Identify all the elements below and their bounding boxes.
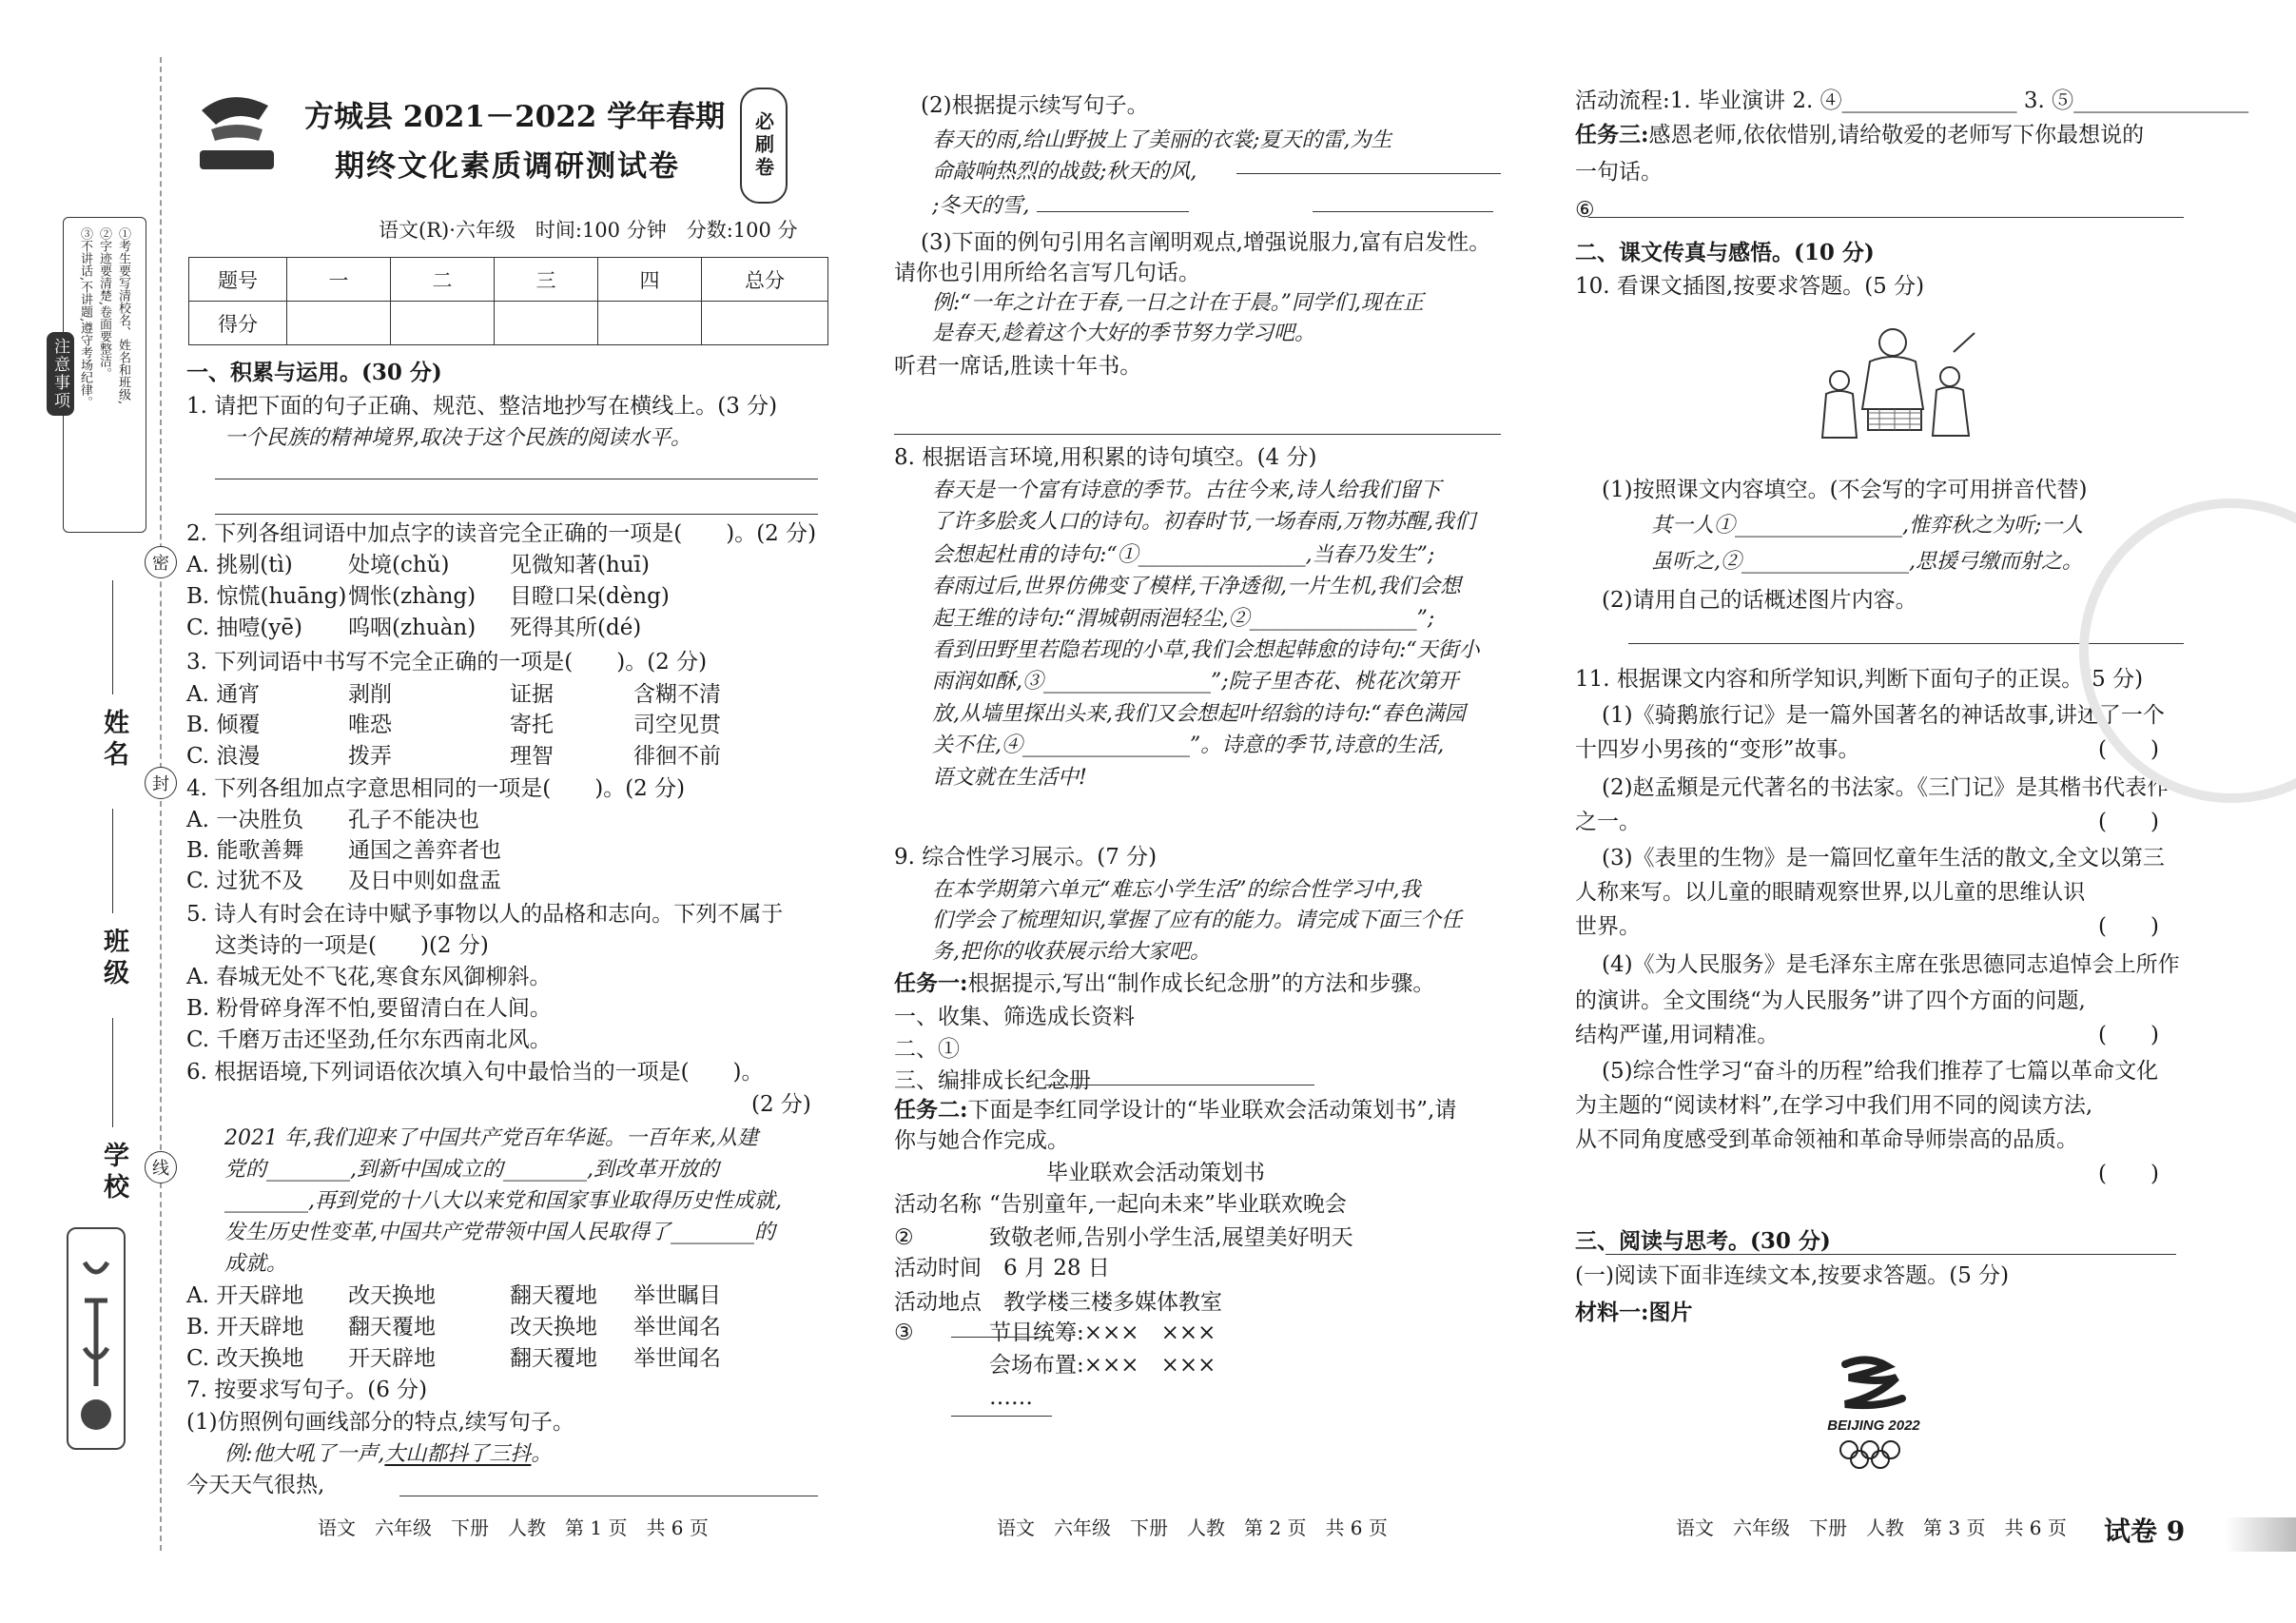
col2-text-21: 9. 综合性学习展示。(7 分) xyxy=(894,845,1158,870)
col1-text-29: B. 开天辟地 xyxy=(186,1315,304,1339)
col3-line-24 xyxy=(1575,1129,2078,1151)
col2-text-15: 起王维的诗句:“渭城朝雨浥轻尘,②________________”; xyxy=(932,607,1435,631)
blank-line-plan-2[interactable] xyxy=(951,1337,1052,1338)
col3-text-21: 结构严谨,用词精准。 xyxy=(1575,1023,1780,1047)
col1-line-26 xyxy=(224,1222,775,1243)
score-table xyxy=(188,257,828,345)
exam-title-line2: 期终文化素质调研测试卷 xyxy=(335,149,680,184)
col3-tail-2: 感恩老师,依依惜别,请给敬爱的老师写下你最想说的 xyxy=(1648,123,2145,147)
col1-line-14 xyxy=(186,838,501,863)
note-2: ②字迹要清楚,卷面要整洁。 xyxy=(97,227,111,381)
col1-line-3 xyxy=(224,428,691,449)
col2-text-36: ③ xyxy=(894,1320,914,1345)
field-school-label: 学校 xyxy=(99,1142,128,1204)
col3-line-19 xyxy=(1602,954,2180,976)
col1-line-22 xyxy=(751,1094,811,1116)
col1-line-20 xyxy=(186,1029,552,1051)
col2-text-10: 8. 根据语言环境,用积累的诗句填空。(4 分) xyxy=(894,445,1317,470)
col1-c2-5: 处境(chǔ) xyxy=(348,553,450,577)
col1-text-17: 这类诗的一项是( )(2 分) xyxy=(215,933,489,958)
col1-text-5: A. 挑剔(tì) xyxy=(186,553,293,577)
paper-number: 试卷 9 xyxy=(2104,1515,2186,1547)
col2-text-3: 命敲响热烈的战鼓;秋天的风, xyxy=(932,160,1197,184)
seal-mi: 密 xyxy=(145,546,177,578)
col2-line-23 xyxy=(932,910,1462,931)
col1-c2-30: 开天辟地 xyxy=(348,1346,436,1371)
col3-text-5: 二、课文传真与感悟。(10 分) xyxy=(1575,240,1875,265)
col2-text-8: 是春天,趁着这个大好的季节努力学习吧。 xyxy=(932,322,1315,345)
score-head-1: 一 xyxy=(287,258,391,302)
col3-line-21 xyxy=(1575,1023,2159,1047)
col2-line-32 xyxy=(894,1192,1347,1217)
notes-title: 注意事项 xyxy=(47,332,74,416)
col3-line-18 xyxy=(1575,914,2159,939)
col2-line-22 xyxy=(932,880,1421,901)
col1-line-32 xyxy=(186,1412,574,1434)
col2-text-20: 语文就在生活中! xyxy=(932,766,1087,790)
col2-line-24 xyxy=(932,942,1211,963)
col3-line-13 xyxy=(1575,737,2159,762)
notes-box xyxy=(50,217,146,533)
col2-line-35 xyxy=(894,1292,1222,1314)
col1-line-8 xyxy=(186,652,707,674)
col3-text-28: 材料一:图片 xyxy=(1575,1300,1693,1325)
score-head-label: 题号 xyxy=(189,258,287,302)
col3-text-23: 为主题的“阅读材料”,在学习中我们用不同的阅读方法, xyxy=(1575,1093,2093,1118)
col2-line-21 xyxy=(894,847,1157,869)
col2-line-14 xyxy=(932,577,1461,597)
col1-text-16: 5. 诗人有时会在诗中赋予事物以人的品格和志向。下列不属于 xyxy=(186,902,784,927)
col2-text-34: 活动时间 6 月 28 日 xyxy=(894,1256,1110,1281)
col3-line-16 xyxy=(1602,848,2165,870)
seal-xian: 线 xyxy=(145,1151,177,1183)
col3-text-4: ⑥ xyxy=(1575,198,1595,223)
col3-line-5 xyxy=(1575,242,1875,264)
col2-tail-25: 根据提示,写出“制作成长纪念册”的方法和步骤。 xyxy=(967,971,1435,996)
col1-text-14: B. 能歌善舞 xyxy=(186,838,304,863)
col2-line-34 xyxy=(894,1258,1110,1280)
col1-c3-5: 见微知著(huī) xyxy=(510,553,650,577)
col1-line-29 xyxy=(186,1315,721,1339)
col3-line-23 xyxy=(1575,1095,2092,1117)
col3-line-1 xyxy=(1575,90,2248,112)
textbook-illustration xyxy=(1811,314,1978,447)
col2-c2-32: “告别童年,一起向未来”毕业联欢晚会 xyxy=(989,1192,1347,1217)
col2-line-28 xyxy=(894,1070,1091,1092)
col2-line-18 xyxy=(932,704,1466,725)
col1-text-11: C. 浪漫 xyxy=(186,744,261,769)
answer-line-q7-3[interactable] xyxy=(894,434,1501,435)
col1-line-7 xyxy=(186,616,642,640)
col2-line-19 xyxy=(932,735,1444,756)
col2-text-14: 春雨过后,世界仿佛变了模样,干净透彻,一片生机,我们会想 xyxy=(932,575,1461,598)
col1-text-25: ________,再到党的十八大以来党和国家事业取得历史性成就, xyxy=(224,1189,782,1213)
col2-c2-37: 会场布置:××× ××× xyxy=(989,1353,1216,1378)
col3-text-3: 一句话。 xyxy=(1575,160,1663,185)
col3-text-8: 其一人①________________,惟弈秋之为听;一人 xyxy=(1651,514,2084,538)
col2-text-17: 雨润如酥,③________________”;院子里杏花、桃花次第开 xyxy=(932,670,1459,694)
col1-c3-28: 翻天覆地 xyxy=(510,1283,597,1308)
badge-bikan: 必刷卷 xyxy=(740,88,788,204)
col2-line-9 xyxy=(894,356,1141,378)
col2-line-29 xyxy=(894,1099,1456,1122)
col2-line-6 xyxy=(894,263,1200,284)
col1-text-34: 今天天气很热, xyxy=(186,1473,325,1497)
col2-line-7 xyxy=(932,293,1424,314)
col1-text-33: 例:他大吼了一声, xyxy=(224,1442,385,1466)
col1-line-18 xyxy=(186,967,552,988)
col2-line-17 xyxy=(932,672,1459,693)
col3-line-7 xyxy=(1602,479,2088,501)
col1-line-9 xyxy=(186,682,721,707)
col1-line-33 xyxy=(224,1444,552,1465)
col1-text-19: B. 粉骨碎身浑不怕,要留清白在人间。 xyxy=(186,996,552,1021)
col1-text-4: 2. 下列各组词语中加点字的读音完全正确的一项是( )。(2 分) xyxy=(186,521,817,546)
col1-c4-28: 举世瞩目 xyxy=(633,1283,721,1308)
footer-page-2: 语文 六年级 下册 人教 第 2 页 共 6 页 xyxy=(997,1516,1388,1539)
col1-text-27: 成就。 xyxy=(224,1252,288,1276)
field-school-line[interactable] xyxy=(112,1018,113,1127)
score-cell-total[interactable] xyxy=(702,302,828,345)
brand-logo xyxy=(192,82,282,177)
col1-line-25 xyxy=(224,1191,782,1212)
col1-c3-6: 目瞪口呆(dèng) xyxy=(510,584,670,609)
col1-c2-10: 唯恐 xyxy=(348,713,392,737)
score-cell-2[interactable] xyxy=(391,302,495,345)
col2-text-32: 活动名称 xyxy=(894,1192,982,1217)
field-name-line[interactable] xyxy=(112,580,113,694)
col1-line-28 xyxy=(186,1283,721,1308)
col1-underlined-33: 大山都抖了三抖 xyxy=(384,1442,532,1466)
col1-line-10 xyxy=(186,713,721,737)
col1-line-5 xyxy=(186,553,650,577)
col3-line-20 xyxy=(1575,990,2086,1012)
col2-text-25: 任务一: xyxy=(894,970,968,996)
col1-line-19 xyxy=(186,998,552,1020)
col2-text-6: 请你也引用所给名言写几句话。 xyxy=(894,261,1200,285)
col1-c2-11: 拨弄 xyxy=(348,744,392,769)
col2-text-27: 二、① xyxy=(894,1037,960,1062)
col2-c2-33: 致敬老师,告别小学生活,展望美好明天 xyxy=(989,1225,1353,1250)
col2-text-16: 看到田野里若隐若现的小草,我们会想起韩愈的诗句:“天街小 xyxy=(932,638,1480,662)
score-cell-3[interactable] xyxy=(495,302,598,345)
col1-line-15 xyxy=(186,869,501,893)
col1-c4-9: 含糊不清 xyxy=(633,682,721,707)
col3-text-6: 10. 看课文插图,按要求答题。(5 分) xyxy=(1575,274,1925,299)
col1-line-21 xyxy=(186,1062,764,1084)
seal-feng: 封 xyxy=(145,767,177,799)
col2-text-18: 放,从墙里探出头来,我们又会想起叶绍翁的诗句:“春色满园 xyxy=(932,702,1466,726)
col3-line-10 xyxy=(1602,590,1917,612)
col3-line-15 xyxy=(1575,810,2159,834)
answer-line-task3[interactable] xyxy=(1588,217,2184,218)
col1-line-31 xyxy=(186,1379,427,1401)
answer-line-q7-2a[interactable] xyxy=(1236,173,1501,174)
col2-line-5 xyxy=(921,232,1490,254)
score-head-4: 四 xyxy=(598,258,702,302)
col1-text-15: C. 过犹不及 xyxy=(186,869,304,893)
col3-text-9: 虽听之,②________________,思援弓缴而射之。 xyxy=(1651,550,2083,574)
col2-line-15 xyxy=(932,609,1434,630)
col2-line-4 xyxy=(932,196,1029,217)
col1-c2-6: 惆怅(zhàng) xyxy=(348,584,477,609)
col3-text-27: (一)阅读下面非连续文本,按要求答题。(5 分) xyxy=(1575,1263,2010,1288)
col1-line-34 xyxy=(186,1475,324,1496)
col2-text-30: 你与她合作完成。 xyxy=(894,1128,1069,1153)
true-false-answer-box[interactable]: ( ) xyxy=(2098,1162,2159,1186)
answer-line-q7-2c[interactable] xyxy=(1313,211,1493,212)
col1-text-28: A. 开天辟地 xyxy=(186,1283,304,1308)
col3-text-19: (4)《为人民服务》是毛泽东主席在张思德同志追悼会上所作 xyxy=(1602,952,2180,977)
col1-c3-7: 死得其所(dé) xyxy=(510,616,642,640)
score-cell-1[interactable] xyxy=(287,302,391,345)
col1-c3-11: 理智 xyxy=(510,744,554,769)
col2-c2-36: 节目统筹:××× ××× xyxy=(989,1320,1216,1345)
col2-text-26: 一、收集、筛选成长资料 xyxy=(894,1005,1135,1029)
col3-line-8 xyxy=(1651,516,2083,537)
col2-line-10 xyxy=(894,447,1316,469)
col1-c2-28: 改天换地 xyxy=(348,1283,436,1308)
col2-line-2 xyxy=(932,130,1391,151)
col3-text-16: (3)《表里的生物》是一篇回忆童年生活的散文,全文以第三 xyxy=(1602,846,2165,870)
col3-text-11: 11. 根据课文内容和所学知识,判断下面句子的正误。(5 分) xyxy=(1575,667,2144,692)
col1-line-27 xyxy=(224,1254,287,1275)
col3-text-15: 之一。 xyxy=(1575,810,1641,834)
col1-c2-7: 呜咽(zhuàn) xyxy=(348,616,477,640)
col2-text-24: 务,把你的收获展示给大家吧。 xyxy=(932,940,1211,964)
col2-text-35: 活动地点 教学楼三楼多媒体教室 xyxy=(894,1290,1222,1315)
col1-text-9: A. 通宵 xyxy=(186,682,261,707)
col1-text-13: A. 一决胜负 xyxy=(186,808,304,832)
col3-line-6 xyxy=(1575,276,1924,298)
col2-line-26 xyxy=(894,1007,1135,1028)
col1-c4-10: 司空见贯 xyxy=(633,713,721,737)
col3-line-22 xyxy=(1602,1061,2158,1083)
col1-text-12: 4. 下列各组加点字意思相同的一项是( )。(2 分) xyxy=(186,776,686,801)
col3-text-24: 从不同角度感受到革命领袖和革命导师崇高的品质。 xyxy=(1575,1127,2078,1152)
col1-text-22: (2 分) xyxy=(751,1092,811,1117)
col2-line-8 xyxy=(932,323,1315,344)
note-1: ①考生要写清校名、姓名和班级, xyxy=(116,227,130,405)
col2-line-27 xyxy=(894,1039,960,1061)
col1-text-31: 7. 按要求写句子。(6 分) xyxy=(186,1378,428,1402)
col1-line-17 xyxy=(215,935,489,957)
col2-line-31 xyxy=(1046,1163,1265,1184)
col1-text-2: 1. 请把下面的句子正确、规范、整洁地抄写在横线上。(3 分) xyxy=(186,394,778,419)
col1-line-1 xyxy=(186,362,442,384)
col2-line-1 xyxy=(921,95,1149,117)
col1-c3-30: 翻天覆地 xyxy=(510,1346,597,1371)
col1-text-26: 发生历史性变革,中国共产党带领中国人民取得了________的 xyxy=(224,1221,775,1244)
answer-line-q1-b[interactable] xyxy=(215,514,818,515)
brand-logo-vertical xyxy=(67,1227,126,1450)
col3-text-7: (1)按照课文内容填空。(不会写的字可用拼音代替) xyxy=(1602,478,2088,502)
col2-text-29: 任务二: xyxy=(894,1097,968,1123)
col2-text-2: 春天的雨,给山野披上了美丽的衣裳;夏天的雷,为生 xyxy=(932,128,1392,152)
col3-line-11 xyxy=(1575,669,2143,691)
col2-line-25 xyxy=(894,972,1434,995)
col1-line-23 xyxy=(224,1128,758,1149)
col3-line-26 xyxy=(1575,1230,1831,1253)
col2-text-5: (3)下面的例句引用名言阐明观点,增强说服力,富有启发性。 xyxy=(921,230,1491,255)
col2-text-11: 春天是一个富有诗意的季节。古往今来,诗人给我们留下 xyxy=(932,479,1441,502)
score-head-3: 三 xyxy=(495,258,598,302)
col1-line-13 xyxy=(186,808,479,832)
col1-text-21: 6. 根据语境,下列词语依次填入句中最恰当的一项是( )。 xyxy=(186,1060,764,1085)
col1-c2-29: 翻天覆地 xyxy=(348,1315,436,1339)
col1-c3-9: 证据 xyxy=(510,682,554,707)
col2-line-13 xyxy=(932,545,1434,566)
col1-text-7: C. 抽噎(yē) xyxy=(186,616,302,640)
col1-line-6 xyxy=(186,584,670,609)
col3-line-2 xyxy=(1575,124,2144,147)
field-class-line[interactable] xyxy=(112,809,113,913)
col1-c4-29: 举世闻名 xyxy=(633,1315,721,1339)
answer-line-q7-2b[interactable] xyxy=(1037,211,1189,212)
col2-line-16 xyxy=(932,640,1480,661)
col1-tail-33: 。 xyxy=(531,1442,553,1466)
col3-line-12 xyxy=(1602,705,2165,727)
col2-line-12 xyxy=(932,512,1475,533)
col1-c3-10: 寄托 xyxy=(510,713,554,737)
col1-text-30: C. 改天换地 xyxy=(186,1346,304,1371)
true-false-answer-box[interactable]: ( ) xyxy=(2098,914,2159,939)
col3-line-17 xyxy=(1575,882,2085,904)
col1-c4-11: 徘徊不前 xyxy=(633,744,721,769)
col3-text-17: 人称来写。以儿童的眼睛观察世界,以儿童的思维认识 xyxy=(1575,880,2086,905)
col3-line-14 xyxy=(1602,777,2169,799)
col1-text-6: B. 惊慌(huāng) xyxy=(186,584,347,609)
col2-text-12: 了许多脍炙人口的诗句。初春时节,一场春雨,万物苏醒,我们 xyxy=(932,510,1475,534)
col1-text-20: C. 千磨万击还坚劲,任尔东西南北风。 xyxy=(186,1027,552,1052)
col2-line-30 xyxy=(894,1130,1069,1152)
col3-text-20: 的演讲。全文围绕“为人民服务”讲了四个方面的问题, xyxy=(1575,988,2086,1013)
col1-text-24: 党的________,到新中国成立的________,到改革开放的 xyxy=(224,1158,719,1182)
col3-text-13: 十四岁小男孩的“变形”故事。 xyxy=(1575,737,1860,762)
col2-text-28: 三、编排成长纪念册 xyxy=(894,1068,1091,1093)
score-cell-4[interactable] xyxy=(598,302,702,345)
col1-line-2 xyxy=(186,396,777,418)
blank-line-plan-3[interactable] xyxy=(951,1416,1052,1417)
col1-text-32: (1)仿照例句画线部分的特点,续写句子。 xyxy=(186,1410,574,1435)
col2-line-33 xyxy=(894,1225,1353,1250)
col3-text-26: 三、阅读与思考。(30 分) xyxy=(1575,1228,1831,1254)
col3-line-9 xyxy=(1651,552,2083,573)
field-class-label: 班级 xyxy=(99,928,128,990)
exam-title-line1: 方城县 2021－2022 学年春期 xyxy=(304,100,726,134)
col3-text-10: (2)请用自己的话概述图片内容。 xyxy=(1602,588,1917,613)
col1-line-4 xyxy=(186,523,816,545)
col2-c2-38: …… xyxy=(989,1385,1033,1410)
col1-text-1: 一、积累与运用。(30 分) xyxy=(186,360,442,385)
col2-line-11 xyxy=(932,480,1441,501)
binding-line xyxy=(160,57,162,1551)
field-name-label: 姓名 xyxy=(99,709,128,772)
col1-c2-9: 剥削 xyxy=(348,682,392,707)
col2-text-9: 听君一席话,胜读十年书。 xyxy=(894,354,1142,379)
col3-line-4 xyxy=(1575,200,1595,222)
col1-c2-15: 及日中则如盘盂 xyxy=(348,869,501,893)
col2-text-13: 会想起杜甫的诗句:“①________________,当春乃发生”; xyxy=(932,543,1435,567)
col3-text-12: (1)《骑鹅旅行记》是一篇外国著名的神话故事,讲述了一个 xyxy=(1602,703,2165,728)
answer-line-extra[interactable] xyxy=(1605,1254,2176,1255)
col1-text-8: 3. 下列词语中书写不完全正确的一项是( )。(2 分) xyxy=(186,650,708,675)
col2-text-33: ② xyxy=(894,1225,914,1250)
col2-line-3 xyxy=(932,162,1197,183)
true-false-answer-box[interactable]: ( ) xyxy=(2098,737,2159,762)
col1-line-30 xyxy=(186,1346,721,1371)
col1-text-18: A. 春城无处不飞花,寒食东风御柳斜。 xyxy=(186,965,552,989)
true-false-answer-box[interactable]: ( ) xyxy=(2098,1023,2159,1047)
col1-text-3: 一个民族的精神境界,取决于这个民族的阅读水平。 xyxy=(224,426,691,450)
col2-tail-29: 下面是李红同学设计的“毕业联欢会活动策划书”,请 xyxy=(967,1098,1457,1123)
col1-c3-29: 改天换地 xyxy=(510,1315,597,1339)
footer-page-1: 语文 六年级 下册 人教 第 1 页 共 6 页 xyxy=(318,1516,709,1539)
note-3: ③不讲话,不讲题,遵守考场纪律。 xyxy=(78,227,92,409)
col1-text-23: 2021 年,我们迎来了中国共产党百年华诞。一百年来,从建 xyxy=(224,1126,758,1150)
col1-c4-30: 举世闻名 xyxy=(633,1346,721,1371)
col1-line-24 xyxy=(224,1160,719,1181)
score-head-total: 总分 xyxy=(702,258,828,302)
col1-line-12 xyxy=(186,778,685,800)
col1-text-10: B. 倾覆 xyxy=(186,713,261,737)
col2-text-4: ;冬天的雪, xyxy=(932,194,1030,218)
col3-line-27 xyxy=(1575,1265,2009,1287)
col3-line-3 xyxy=(1575,162,1663,184)
col1-line-11 xyxy=(186,744,721,769)
col1-c2-13: 孔子不能决也 xyxy=(348,808,479,832)
true-false-answer-box[interactable]: ( ) xyxy=(2098,810,2159,834)
emblem-text: BEIJING 2022 xyxy=(1827,1418,1920,1434)
col2-text-1: (2)根据提示续写句子。 xyxy=(921,93,1149,118)
col3-text-22: (5)综合性学习“奋斗的历程”给我们推荐了七篇以革命文化 xyxy=(1602,1059,2159,1084)
col3-line-28 xyxy=(1575,1301,1693,1324)
score-head-2: 二 xyxy=(391,258,495,302)
col2-text-19: 关不住,④________________”。诗意的季节,诗意的生活, xyxy=(932,733,1445,757)
score-row-label: 得分 xyxy=(189,302,287,345)
col3-text-1: 活动流程:1. 毕业演讲 2. ④________________ 3. ⑤________________ xyxy=(1575,88,2249,113)
footer-shade xyxy=(2226,1517,2296,1552)
col2-text-31: 毕业联欢会活动策划书 xyxy=(1046,1161,1265,1185)
col2-line-20 xyxy=(932,768,1087,789)
col2-text-7: 例:“一年之计在于春,一日之计在于晨。”同学们,现在正 xyxy=(932,291,1424,315)
beijing-2022-emblem xyxy=(1811,1355,1935,1473)
col2-line-36 xyxy=(894,1320,1216,1345)
col3-text-14: (2)赵孟頫是元代著名的书法家。《三门记》是其楷书代表作 xyxy=(1602,775,2170,800)
col1-c2-14: 通国之善弈者也 xyxy=(348,838,501,863)
col3-text-18: 世界。 xyxy=(1575,914,1641,939)
col2-text-23: 们学会了梳理知识,掌握了应有的能力。请完成下面三个任 xyxy=(932,909,1462,932)
footer-page-3: 语文 六年级 下册 人教 第 3 页 共 6 页 xyxy=(1676,1516,2067,1539)
col2-text-22: 在本学期第六单元“难忘小学生活”的综合性学习中,我 xyxy=(932,878,1421,902)
exam-meta: 语文(R)·六年级 时间:100 分钟 分数:100 分 xyxy=(379,219,798,242)
col1-line-16 xyxy=(186,904,783,926)
col3-text-2: 任务三: xyxy=(1575,122,1649,147)
